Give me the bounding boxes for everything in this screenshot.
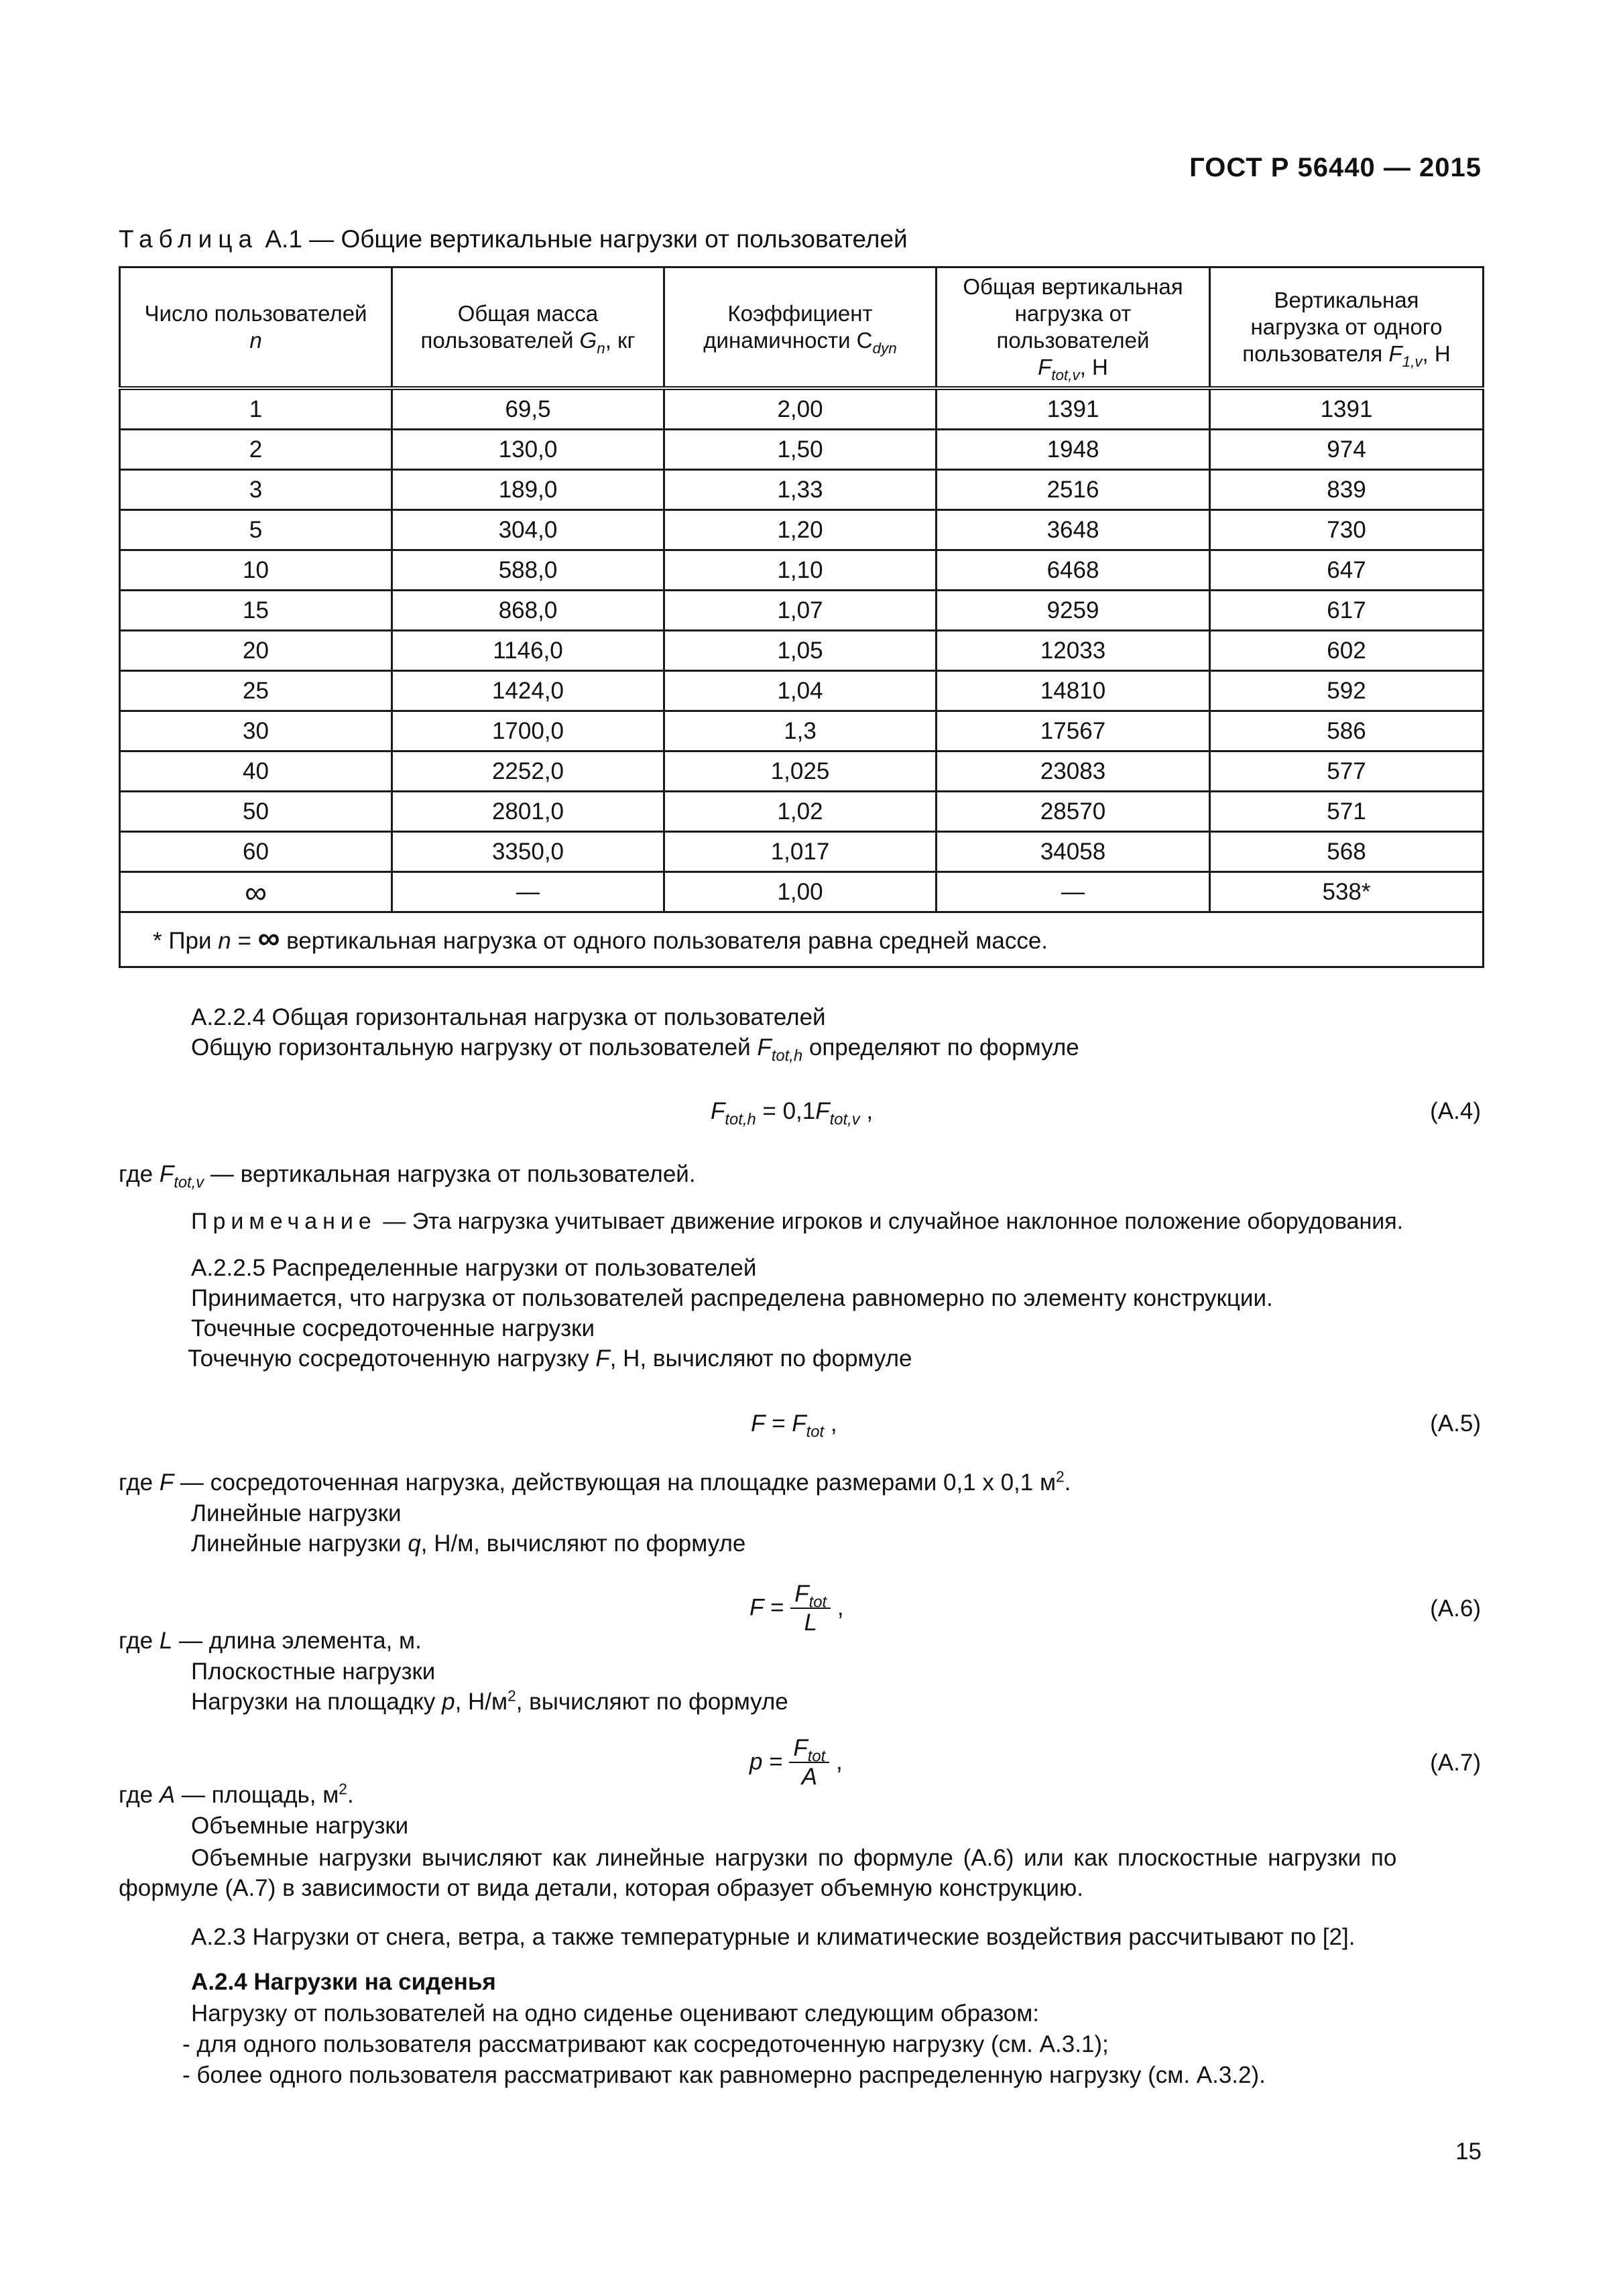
table-cell: 1948 xyxy=(937,430,1210,470)
table-cell: 9259 xyxy=(937,591,1210,631)
paragraph: Общую горизонтальную нагрузку от пользователей $F_{tot,h}$ определяют по формуле xyxy=(191,1034,1079,1065)
table-cell: 592 xyxy=(1210,671,1484,711)
table-cell: 1700,0 xyxy=(392,711,664,751)
list-item: - для одного пользователя рассматривают как сосредоточенную нагрузку (см. А.3.1); xyxy=(182,2031,1109,2057)
table-cell: 5 xyxy=(120,510,392,550)
table-cell: 15 xyxy=(120,591,392,631)
table-cell: 730 xyxy=(1210,510,1484,550)
note xyxy=(191,1207,1403,1236)
formula-number: (А.4) xyxy=(1430,1098,1481,1124)
table-row xyxy=(120,872,1484,912)
table-cell: 2516 xyxy=(937,470,1210,510)
table-footnote: * При n = ∞ вертикальная нагрузка от одного пользователя равна средней массе. xyxy=(120,912,1484,967)
formula-a6: F = $\frac{F_{tot}}{L}$ , xyxy=(749,1581,844,1636)
subheading: Объемные нагрузки xyxy=(191,1813,409,1839)
table-row xyxy=(120,832,1484,872)
table-cell: 1,02 xyxy=(664,792,937,832)
note-label: Примечание xyxy=(191,1209,377,1234)
table-cell: 130,0 xyxy=(392,430,664,470)
formula-a7: p = $\frac{F_{tot}}{A}$ , xyxy=(749,1735,843,1790)
list-item: - более одного пользователя рассматривают как равномерно распределенную нагрузку (см. А.3.2). xyxy=(182,2062,1266,2088)
formula-number: (А.5) xyxy=(1430,1410,1481,1437)
table-row xyxy=(120,792,1484,832)
subheading: Линейные нагрузки xyxy=(191,1500,402,1526)
table-caption-prefix: Таблица xyxy=(119,225,259,253)
paragraph: где L — длина элемента, м. xyxy=(119,1628,422,1654)
table-cell: 12033 xyxy=(937,631,1210,671)
section-a225-heading: А.2.2.5 Распределенные нагрузки от пользователей xyxy=(191,1255,757,1281)
table-row xyxy=(120,430,1484,470)
table-cell: 17567 xyxy=(937,711,1210,751)
table-cell: 868,0 xyxy=(392,591,664,631)
table-cell: 2801,0 xyxy=(392,792,664,832)
table-cell: 1,017 xyxy=(664,832,937,872)
note-text: — Эта нагрузка учитывает движение игроков и случайное наклонное положение оборудования. xyxy=(376,1209,1404,1234)
table-row xyxy=(120,550,1484,591)
paragraph: Линейные нагрузки q, Н/м, вычисляют по формуле xyxy=(191,1530,746,1557)
formula-a5: $F = F_{tot}$ , xyxy=(751,1410,837,1441)
table-cell: 25 xyxy=(120,671,392,711)
table-cell: 568 xyxy=(1210,832,1484,872)
table-cell: 3648 xyxy=(937,510,1210,550)
section-a24-heading: А.2.4 Нагрузки на сиденья xyxy=(191,1969,496,1995)
paragraph: формуле (А.7) в зависимости от вида детали, которая образует объемную конструкцию. xyxy=(119,1875,1083,1901)
table-row xyxy=(120,510,1484,550)
table-footnote-row xyxy=(120,912,1484,967)
table-cell: 588,0 xyxy=(392,550,664,591)
table-cell: 1,10 xyxy=(664,550,937,591)
table-cell: — xyxy=(392,872,664,912)
table-cell: 974 xyxy=(1210,430,1484,470)
subheading: Точечные сосредоточенные нагрузки xyxy=(191,1315,595,1341)
table-cell: 189,0 xyxy=(392,470,664,510)
paragraph: где $F_{tot,v}$ — вертикальная нагрузка от пользователей. xyxy=(119,1161,696,1192)
col-header-single-load: Вертикальная нагрузка от одного пользователя $F_{1,v}$, Н xyxy=(1210,267,1484,389)
table-cell: 538* xyxy=(1210,872,1484,912)
table-cell: 1391 xyxy=(937,388,1210,430)
table-cell: 1146,0 xyxy=(392,631,664,671)
table-cell: 1,33 xyxy=(664,470,937,510)
table-cell: 577 xyxy=(1210,751,1484,792)
table-cell: 839 xyxy=(1210,470,1484,510)
table-cell: 586 xyxy=(1210,711,1484,751)
table-row xyxy=(120,388,1484,430)
table-caption xyxy=(119,225,908,253)
table-cell: 647 xyxy=(1210,550,1484,591)
table-row xyxy=(120,470,1484,510)
table-cell: 2 xyxy=(120,430,392,470)
paragraph: Принимается, что нагрузка от пользователей распределена равномерно по элементу конструкции. xyxy=(191,1285,1273,1311)
table-cell: 10 xyxy=(120,550,392,591)
table-cell: 50 xyxy=(120,792,392,832)
fraction: $\frac{F_{tot}}{A}$ xyxy=(789,1735,829,1791)
section-a23: А.2.3 Нагрузки от снега, ветра, а также температурные и климатические воздействия рассчитывают по [2]. xyxy=(191,1924,1356,1950)
table-cell: 617 xyxy=(1210,591,1484,631)
table-cell: 1,04 xyxy=(664,671,937,711)
table-cell: 304,0 xyxy=(392,510,664,550)
table-cell: 3 xyxy=(120,470,392,510)
table-cell: 1,025 xyxy=(664,751,937,792)
paragraph: Нагрузку от пользователей на одно сиденье оценивают следующим образом: xyxy=(191,2000,1040,2027)
table-row xyxy=(120,711,1484,751)
table-cell: 14810 xyxy=(937,671,1210,711)
col-header-mass: Общая масса пользователей $G_n$, кг xyxy=(392,267,664,389)
standard-designation: ГОСТ Р 56440 — 2015 xyxy=(1189,153,1482,182)
table-cell: 1,00 xyxy=(664,872,937,912)
table-cell: 20 xyxy=(120,631,392,671)
table-cell: 60 xyxy=(120,832,392,872)
table-cell: 1,07 xyxy=(664,591,937,631)
table-cell: 1,05 xyxy=(664,631,937,671)
table-cell: 1 xyxy=(120,388,392,430)
col-header-total-load: Общая вертикальная нагрузка от пользователей $F_{tot,v}$, Н xyxy=(937,267,1210,389)
table-header-row xyxy=(120,267,1484,389)
table-row xyxy=(120,751,1484,792)
table-cell: 602 xyxy=(1210,631,1484,671)
table-cell: — xyxy=(937,872,1210,912)
paragraph: где F — сосредоточенная нагрузка, действующая на площадке размерами 0,1 х 0,1 $м^2$. xyxy=(119,1467,1071,1496)
table-cell: 28570 xyxy=(937,792,1210,832)
table-cell: ∞ xyxy=(120,872,392,912)
paragraph: Нагрузки на площадку p, $Н/м^2$, вычисляют по формуле xyxy=(191,1687,788,1715)
table-caption-text: А.1 — Общие вертикальные нагрузки от пользователей xyxy=(265,225,908,253)
subheading: Плоскостные нагрузки xyxy=(191,1658,436,1685)
formula-number: (А.7) xyxy=(1430,1750,1481,1776)
table-row xyxy=(120,671,1484,711)
table-cell: 2252,0 xyxy=(392,751,664,792)
paragraph: где A — площадь, $м^2$. xyxy=(119,1780,354,1808)
table-cell: 571 xyxy=(1210,792,1484,832)
formula-a4: $F_{tot,h} = 0,1F_{tot,v}$ , xyxy=(711,1098,874,1129)
table-cell: 2,00 xyxy=(664,388,937,430)
col-header-dyn-coef: Коэффициент динамичности $C_{dyn}$ xyxy=(664,267,937,389)
fraction: $\frac{F_{tot}}{L}$ xyxy=(790,1581,831,1637)
table-cell: 30 xyxy=(120,711,392,751)
table-cell: 1,20 xyxy=(664,510,937,550)
table-cell: 69,5 xyxy=(392,388,664,430)
paragraph: Объемные нагрузки вычисляют как линейные нагрузки по формуле (А.6) или как плоскостные нагрузки по xyxy=(191,1845,1397,1871)
formula-number: (А.6) xyxy=(1430,1595,1481,1622)
table-cell: 1,50 xyxy=(664,430,937,470)
table-cell: 3350,0 xyxy=(392,832,664,872)
col-header-users: Число пользователей n xyxy=(120,267,392,389)
paragraph: Точечную сосредоточенную нагрузку F, Н, вычисляют по формуле xyxy=(188,1345,912,1372)
page-number: 15 xyxy=(1455,2138,1482,2165)
table-cell: 1391 xyxy=(1210,388,1484,430)
loads-table xyxy=(119,266,1484,968)
table-cell: 23083 xyxy=(937,751,1210,792)
table-row xyxy=(120,591,1484,631)
table-cell: 34058 xyxy=(937,832,1210,872)
table-cell: 1424,0 xyxy=(392,671,664,711)
section-a224-heading: А.2.2.4 Общая горизонтальная нагрузка от пользователей xyxy=(191,1004,826,1030)
table-cell: 40 xyxy=(120,751,392,792)
table-row xyxy=(120,631,1484,671)
table-cell: 1,3 xyxy=(664,711,937,751)
table-cell: 6468 xyxy=(937,550,1210,591)
